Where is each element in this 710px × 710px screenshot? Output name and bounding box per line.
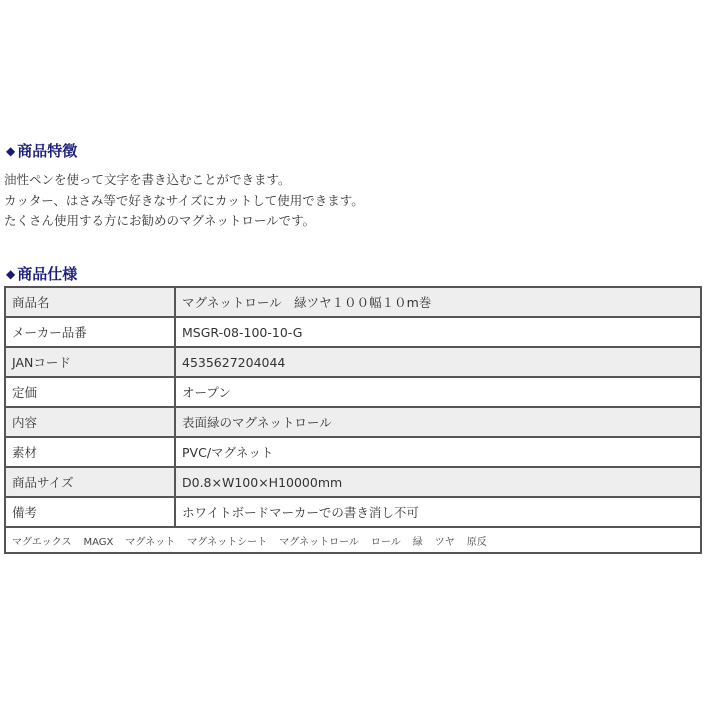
features-text <box>4 170 364 232</box>
spec-label: 商品サイズ <box>5 467 175 497</box>
table-row <box>5 377 701 407</box>
keyword: マグエックス <box>12 536 72 548</box>
spec-label: 商品名 <box>5 287 175 317</box>
spec-title: 商品仕様 <box>17 265 78 283</box>
spec-value: PVC/マグネット <box>175 437 701 467</box>
feature-line: たくさん使用する方にお勧めのマグネットロールです。 <box>4 213 316 228</box>
features-title: 商品特徴 <box>17 142 78 160</box>
diamond-bullet-icon: ◆ <box>6 144 16 158</box>
spec-value: D0.8×W100×H10000mm <box>175 467 701 497</box>
feature-line: カッター、はさみ等で好きなサイズにカットして使用できます。 <box>4 192 364 208</box>
keyword: 緑 <box>412 536 423 548</box>
table-row <box>5 317 701 347</box>
table-row <box>5 437 701 467</box>
keywords-cell <box>5 527 701 553</box>
keyword: ロール <box>370 536 401 548</box>
table-row <box>5 467 701 497</box>
keyword: マグネットシート <box>187 536 268 548</box>
table-row <box>5 287 701 317</box>
spec-value: 4535627204044 <box>175 347 701 377</box>
table-row <box>5 497 701 527</box>
spec-heading <box>6 263 77 284</box>
table-row <box>5 347 701 377</box>
spec-value: オープン <box>175 377 701 407</box>
keyword: マグネットロール <box>279 536 359 548</box>
features-heading <box>6 140 77 161</box>
spec-label: 内容 <box>5 407 175 437</box>
keyword: マグネット <box>125 536 176 548</box>
spec-value: マグネットロール 緑ツヤ１００幅１０m巻 <box>175 287 701 317</box>
spec-value: 表面緑のマグネットロール <box>175 407 701 437</box>
spec-label: JANコード <box>5 347 175 377</box>
keywords-row <box>5 527 701 553</box>
diamond-bullet-icon: ◆ <box>6 267 16 281</box>
spec-value: ホワイトボードマーカーでの書き消し不可 <box>175 497 701 527</box>
feature-line: 油性ペンを使って文字を書き込むことができます。 <box>4 172 291 187</box>
spec-label: 定価 <box>5 377 175 407</box>
keyword: 原反 <box>466 536 487 548</box>
spec-label: 備考 <box>5 497 175 527</box>
table-row <box>5 407 701 437</box>
keyword: MAGX <box>83 536 114 548</box>
spec-value: MSGR-08-100-10-G <box>175 317 701 347</box>
spec-label: 素材 <box>5 437 175 467</box>
spec-label: メーカー品番 <box>5 317 175 347</box>
keyword: ツヤ <box>434 536 455 548</box>
spec-table <box>4 286 702 554</box>
